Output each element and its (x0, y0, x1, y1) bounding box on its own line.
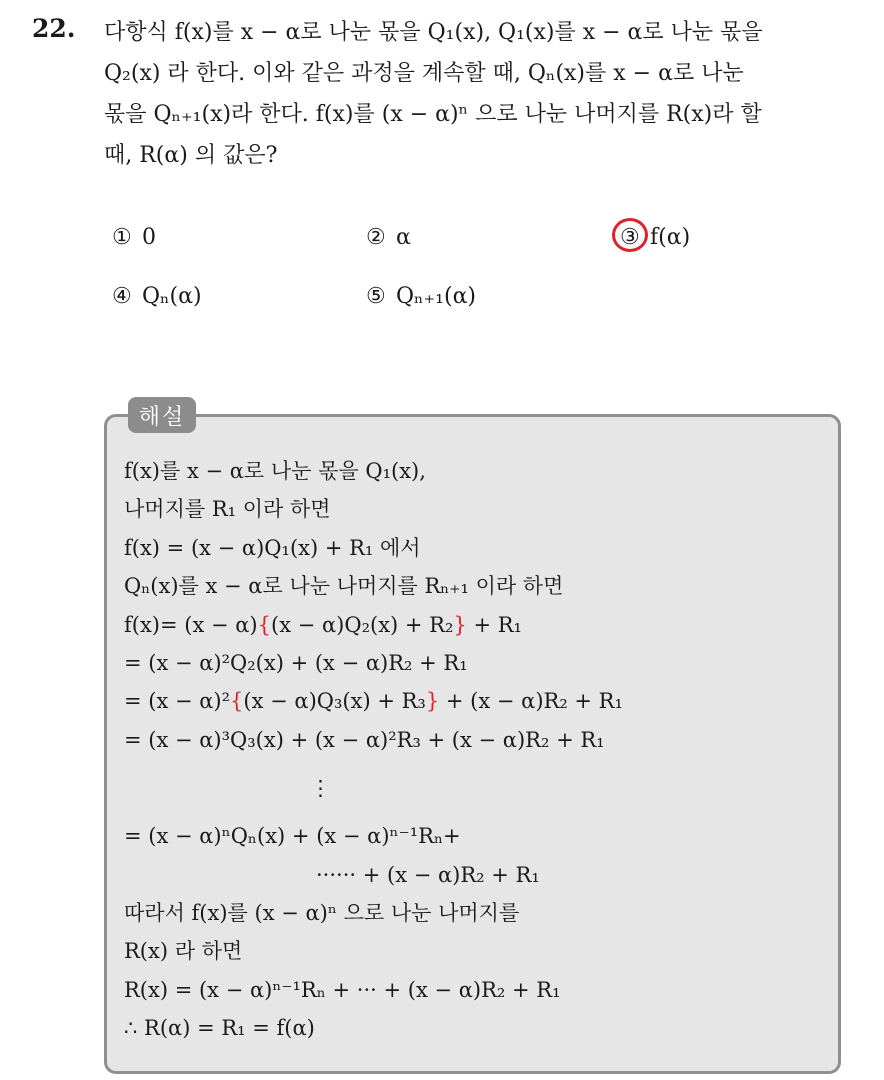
red-brace-open: { (257, 612, 272, 637)
solution-body (124, 452, 824, 1047)
solution-line: Qₙ(x)를 x − α로 나눈 나머지를 Rₙ₊₁ 이라 하면 (124, 574, 564, 599)
choice-text: 0 (142, 225, 156, 250)
red-brace-close: } (453, 612, 467, 637)
expr-part: = (x − α)² (124, 689, 231, 714)
solution-line: = (x − α)²Q₂(x) + (x − α)R₂ + R₁ (124, 650, 468, 675)
question-line: 몫을 Qₙ₊₁(x)라 한다. f(x)를 (x − α)ⁿ 으로 나눈 나머지를 R(x)라 할 (104, 102, 762, 127)
red-brace-close: } (425, 689, 440, 714)
question-line: 다항식 f(x)를 x − α로 나눈 몫을 Q₁(x), Q₁(x)를 x − α로 나눈 몫을 (104, 20, 763, 45)
choice-1[interactable] (112, 225, 156, 250)
choice-number: ① (112, 225, 132, 250)
solution-line: = (x − α)ⁿQₙ(x) + (x − α)ⁿ⁻¹Rₙ+ (124, 824, 461, 849)
choice-number-text: ③ (620, 225, 640, 250)
solution-line: R(x) = (x − α)ⁿ⁻¹Rₙ + ··· + (x − α)R₂ + R₁ (124, 977, 561, 1002)
choice-text: α (396, 225, 411, 250)
solution-line: R(x) 라 하면 (124, 939, 243, 964)
answer-circle-mark (612, 218, 648, 252)
expr-part: + R₁ (466, 612, 522, 637)
question-line: 때, R(α) 의 값은? (104, 143, 278, 168)
choice-number: ② (366, 225, 386, 250)
question-text (104, 12, 869, 176)
solution-badge: 해설 (128, 397, 196, 433)
question-line: Q₂(x) 라 한다. 이와 같은 과정을 계속할 때, Qₙ(x)를 x − α로 나눈 (104, 61, 744, 86)
choice-5[interactable] (366, 284, 476, 309)
choice-text: Qₙ(α) (142, 284, 202, 309)
solution-line: 나머지를 R₁ 이라 하면 (124, 497, 331, 522)
solution-line: ······ + (x − α)R₂ + R₁ (316, 862, 540, 887)
solution-line (124, 682, 824, 720)
expr-part: (x − α)Q₂(x) + R₂ (271, 612, 454, 637)
solution-line: ∴ R(α) = R₁ = f(α) (124, 1016, 315, 1041)
expr-part: (x − α)Q₃(x) + R₃ (243, 689, 426, 714)
choice-number (620, 225, 650, 250)
solution-line (124, 606, 824, 644)
expr-part: f(x)= (x − α) (124, 612, 258, 637)
solution-line: = (x − α)³Q₃(x) + (x − α)²R₃ + (x − α)R₂ + R₁ (124, 727, 605, 752)
vertical-ellipsis: ⋮ (310, 776, 331, 801)
solution-line: f(x) = (x − α)Q₁(x) + R₁ 에서 (124, 535, 421, 560)
red-brace-open: { (230, 689, 244, 714)
solution-line: 따라서 f(x)를 (x − α)ⁿ 으로 나눈 나머지를 (124, 900, 520, 925)
choice-text: f(α) (650, 225, 691, 250)
choice-text: Qₙ₊₁(α) (396, 284, 477, 309)
solution-line: f(x)를 x − α로 나눈 몫을 Q₁(x), (124, 459, 426, 483)
choice-3[interactable] (620, 225, 690, 250)
choice-number: ④ (112, 284, 132, 309)
choice-2[interactable] (366, 225, 411, 250)
question-number: 22. (32, 14, 76, 43)
choice-4[interactable] (112, 284, 202, 309)
choice-number: ⑤ (366, 284, 386, 309)
expr-part: + (x − α)R₂ + R₁ (439, 689, 623, 714)
